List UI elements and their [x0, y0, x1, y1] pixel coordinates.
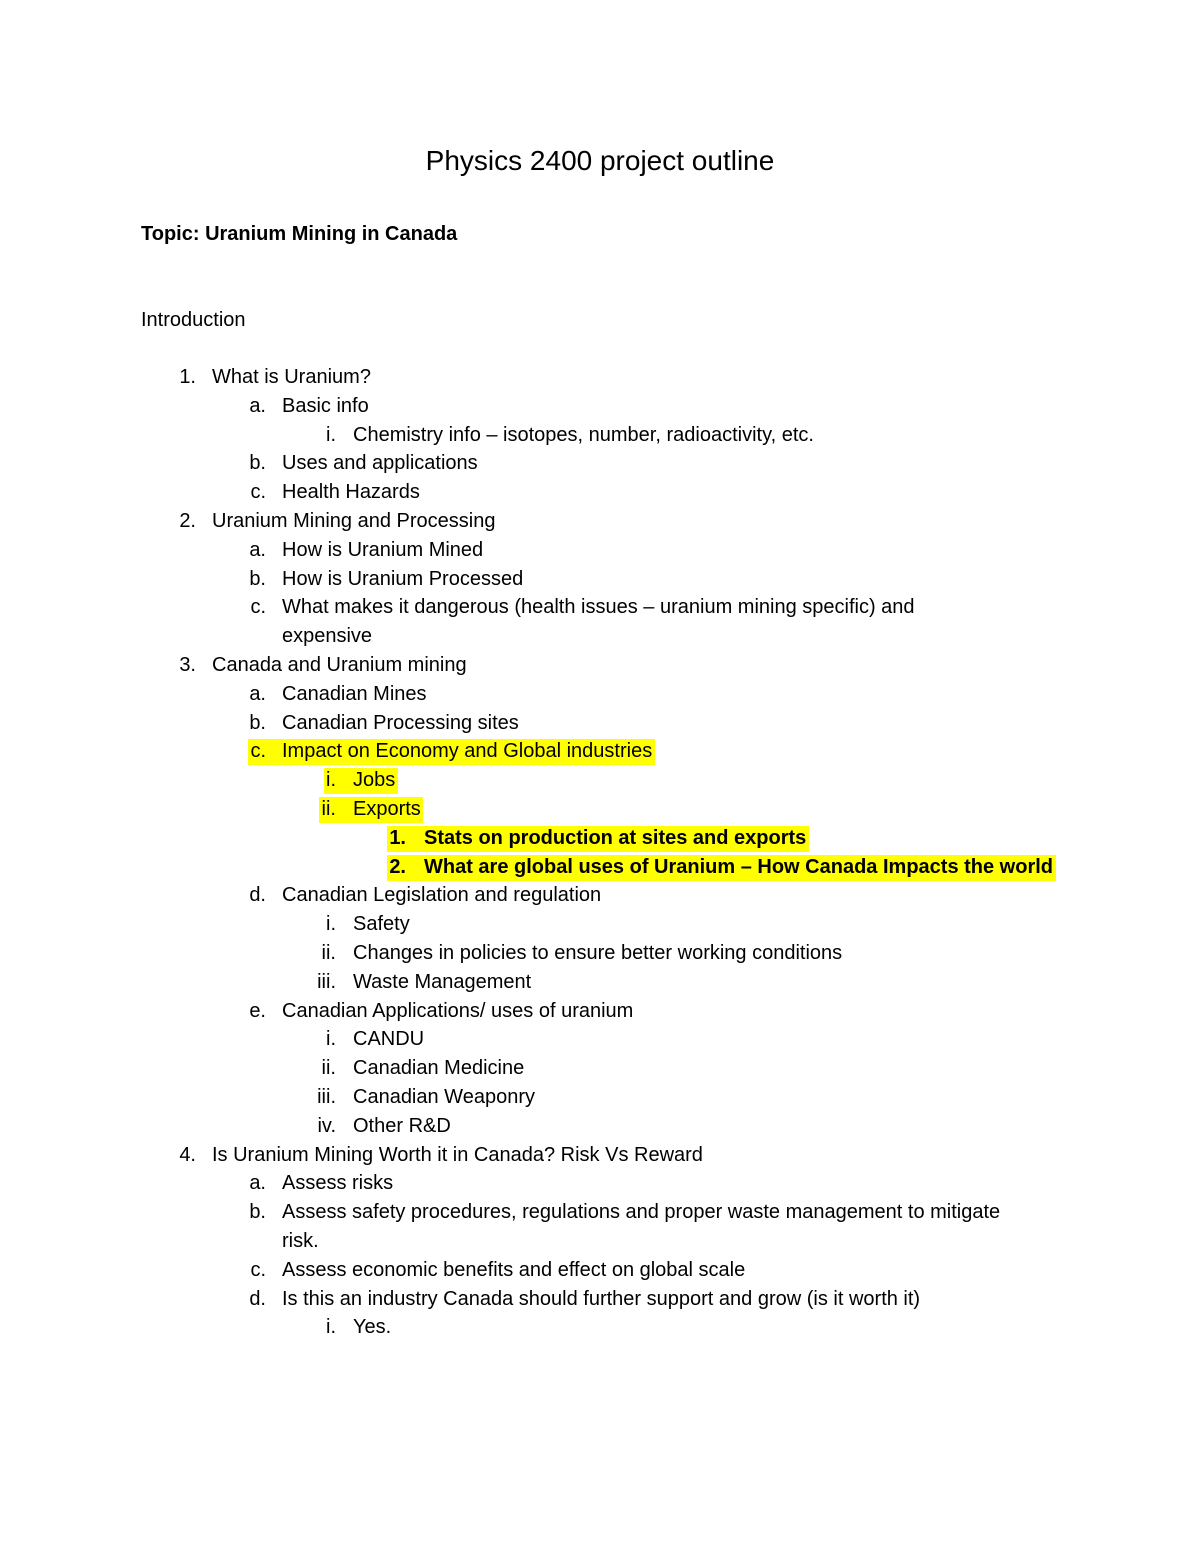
- outline-marker: i.: [326, 913, 336, 935]
- outline-text: What is Uranium?: [212, 366, 371, 388]
- outline-marker: iv.: [317, 1115, 336, 1137]
- outline-item-level-3: [0, 421, 1200, 449]
- outline-marker: a.: [249, 1172, 266, 1194]
- outline-text: Uses and applications: [282, 452, 478, 474]
- outline-text: Stats on production at sites and exports: [424, 827, 807, 849]
- outline-item-level-3: [0, 939, 1200, 967]
- outline-item-level-2: [0, 709, 1200, 737]
- outline-item-level-3: [0, 910, 1200, 938]
- outline-item-level-2: [0, 881, 1200, 909]
- outline-marker: a.: [249, 539, 266, 561]
- outline-item-level-3: [0, 1112, 1200, 1140]
- outline-marker: i.: [326, 424, 336, 446]
- outline-item-level-3: [0, 795, 1200, 823]
- outline-marker: ii.: [321, 1057, 336, 1079]
- outline-marker: a.: [249, 395, 266, 417]
- outline-item-level-2: [0, 737, 1200, 765]
- page-title: Physics 2400 project outline: [425, 145, 775, 176]
- outline-item-level-3: [0, 968, 1200, 996]
- outline-marker: 2.: [179, 510, 196, 532]
- outline-item-level-2: [0, 1256, 1200, 1284]
- outline-marker: b.: [249, 1201, 266, 1223]
- outline-marker: c.: [250, 596, 266, 618]
- outline-text: Health Hazards: [282, 481, 420, 503]
- outline-text: How is Uranium Mined: [282, 539, 484, 561]
- outline-item-level-2: [0, 449, 1200, 477]
- outline-item-level-2: [0, 1198, 1200, 1226]
- outline-marker: 4.: [179, 1144, 196, 1166]
- outline-text: Canadian Medicine: [353, 1057, 525, 1079]
- outline-marker: d.: [249, 884, 266, 906]
- outline-marker: d.: [249, 1288, 266, 1310]
- outline-item-level-2: [0, 565, 1200, 593]
- outline-text: How is Uranium Processed: [282, 568, 524, 590]
- outline-text: Canada and Uranium mining: [212, 654, 467, 676]
- outline-marker: i.: [326, 1316, 336, 1338]
- outline-text: Chemistry info – isotopes, number, radioactivity, etc.: [353, 424, 814, 446]
- outline-marker: 1.: [389, 827, 406, 849]
- outline-text: Canadian Weaponry: [353, 1086, 535, 1108]
- outline-text: Safety: [353, 913, 410, 935]
- outline-marker: a.: [249, 683, 266, 705]
- outline-text: What makes it dangerous (health issues – uranium mining specific) and: [282, 596, 915, 618]
- outline-marker: ii.: [321, 798, 336, 820]
- outline-item-level-1: [0, 651, 1200, 679]
- outline-marker: c.: [250, 481, 266, 503]
- outline-text: CANDU: [353, 1028, 425, 1050]
- outline-text: Assess economic benefits and effect on global scale: [282, 1259, 746, 1281]
- outline-marker: iii.: [317, 971, 336, 993]
- outline-item-level-3: [0, 1083, 1200, 1111]
- outline-text: risk.: [282, 1230, 319, 1252]
- outline-item-level-3: [0, 1054, 1200, 1082]
- outline-text: expensive: [282, 625, 373, 647]
- outline-text: Is this an industry Canada should further support and grow (is it worth it): [282, 1288, 921, 1310]
- outline-text: Other R&D: [353, 1115, 451, 1137]
- outline-text: Canadian Processing sites: [282, 712, 519, 734]
- outline-item-level-1: [0, 363, 1200, 391]
- outline-item-level-4: [0, 824, 1200, 852]
- outline-text: Changes in policies to ensure better working conditions: [353, 942, 843, 964]
- outline-text: Canadian Mines: [282, 683, 427, 705]
- outline-marker: 3.: [179, 654, 196, 676]
- outline-item-level-2: [0, 1227, 1200, 1255]
- outline-text: Exports: [353, 798, 421, 820]
- outline-item-level-2: [0, 622, 1200, 650]
- outline-marker: 1.: [179, 366, 196, 388]
- outline-item-level-1: [0, 507, 1200, 535]
- outline-marker: i.: [326, 1028, 336, 1050]
- outline-text: Yes.: [353, 1316, 392, 1338]
- outline-marker: e.: [249, 1000, 266, 1022]
- outline-text: Canadian Legislation and regulation: [282, 884, 602, 906]
- outline-text: Waste Management: [353, 971, 532, 993]
- outline-item-level-2: [0, 1169, 1200, 1197]
- outline-marker: i.: [326, 769, 336, 791]
- outline-marker: c.: [250, 1259, 266, 1281]
- outline-text: Assess safety procedures, regulations and proper waste management to mitigate: [282, 1201, 1001, 1223]
- outline-marker: b.: [249, 712, 266, 734]
- outline-text: Impact on Economy and Global industries: [282, 740, 653, 762]
- outline-item-level-2: [0, 536, 1200, 564]
- outline-text: Assess risks: [282, 1172, 394, 1194]
- section-heading-introduction: Introduction: [141, 309, 246, 331]
- topic-heading: Topic: Uranium Mining in Canada: [141, 223, 458, 245]
- outline-item-level-2: [0, 680, 1200, 708]
- outline-item-level-3: [0, 1313, 1200, 1341]
- outline-marker: c.: [250, 740, 266, 762]
- outline-item-level-3: [0, 1025, 1200, 1053]
- outline-item-level-2: [0, 593, 1200, 621]
- outline-text: Uranium Mining and Processing: [212, 510, 496, 532]
- outline-text: Basic info: [282, 395, 369, 417]
- outline-marker: iii.: [317, 1086, 336, 1108]
- outline-marker: ii.: [321, 942, 336, 964]
- outline-marker: b.: [249, 568, 266, 590]
- outline-item-level-4: [0, 853, 1200, 881]
- outline-text: Jobs: [353, 769, 396, 791]
- outline-item-level-2: [0, 1285, 1200, 1313]
- outline-text: Canadian Applications/ uses of uranium: [282, 1000, 634, 1022]
- outline-item-level-2: [0, 478, 1200, 506]
- outline-marker: 2.: [389, 856, 406, 878]
- outline-text: Is Uranium Mining Worth it in Canada? Risk Vs Reward: [212, 1144, 703, 1166]
- outline-text: What are global uses of Uranium – How Canada Impacts the world: [424, 856, 1054, 878]
- outline-item-level-1: [0, 1141, 1200, 1169]
- outline-marker: b.: [249, 452, 266, 474]
- outline-item-level-2: [0, 997, 1200, 1025]
- outline-item-level-2: [0, 392, 1200, 420]
- outline-item-level-3: [0, 766, 1200, 794]
